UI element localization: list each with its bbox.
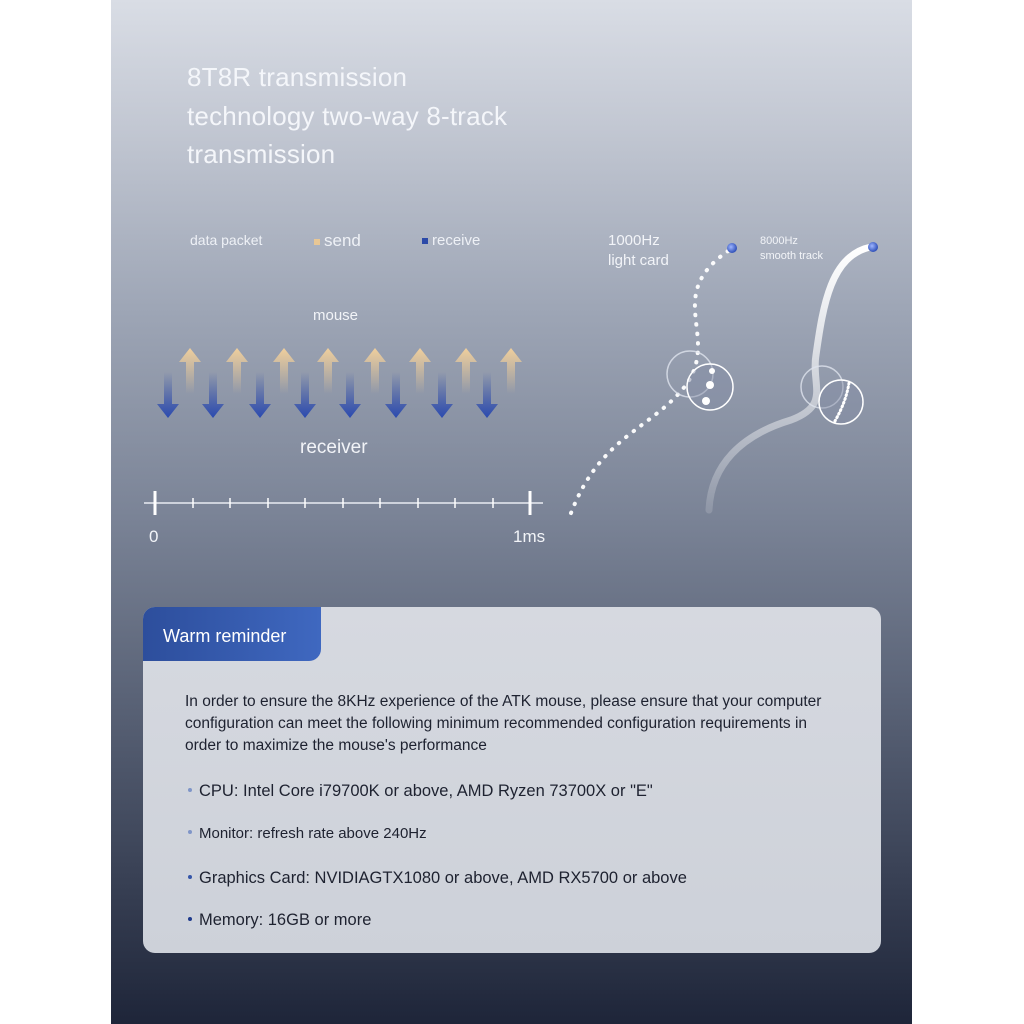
requirement-cpu-text: CPU: Intel Core i79700K or above, AMD Ryzen 73700X or "E" — [199, 782, 653, 800]
send-arrow-icon — [455, 348, 477, 394]
bullet-icon — [188, 830, 192, 834]
requirement-memory-text: Memory: 16GB or more — [199, 911, 372, 929]
left-track-label-line1: 1000Hz — [608, 232, 660, 249]
send-arrow-icon — [364, 348, 386, 394]
requirement-graphics — [188, 869, 687, 888]
requirement-graphics-text: Graphics Card: NVIDIAGTX1080 or above, AMD RX5700 or above — [199, 869, 687, 887]
receiver-label: receiver — [300, 437, 368, 458]
time-scale — [139, 488, 549, 518]
receive-arrow-icon — [249, 372, 271, 418]
bullet-icon — [188, 788, 192, 792]
track-illustration — [561, 235, 901, 525]
right-track-end-dot-icon — [868, 242, 878, 252]
legend-receive-label: receive — [432, 232, 481, 249]
requirement-monitor — [188, 825, 427, 842]
receive-arrow-icon — [157, 372, 179, 418]
send-swatch-icon — [314, 239, 320, 245]
scale-end-label: 1ms — [513, 527, 546, 546]
scale-start-label: 0 — [149, 527, 159, 546]
receive-arrow-icon — [202, 372, 224, 418]
receive-arrow-icon — [294, 372, 316, 418]
headline: 8T8R transmission technology two-way 8-track transmission — [187, 62, 508, 169]
requirement-monitor-text: Monitor: refresh rate above 240Hz — [199, 825, 427, 842]
requirement-memory — [188, 911, 371, 930]
arrows-diagram — [151, 340, 531, 430]
send-arrow-icon — [317, 348, 339, 394]
legend-send — [314, 231, 361, 251]
receive-arrow-icon — [476, 372, 498, 418]
receive-arrow-icon — [385, 372, 407, 418]
right-magnifier-lens-icon — [819, 380, 863, 424]
legend-send-label: send — [324, 231, 361, 250]
send-arrow-icon — [500, 348, 522, 394]
warm-reminder-card — [143, 607, 881, 953]
legend-title: data packet — [190, 232, 263, 248]
reminder-intro: In order to ensure the 8KHz experience of the ATK mouse, please ensure that your computer configuration can meet the following minimum recommended configuration requirements in order to maximize the mouse's performance — [185, 693, 822, 754]
right-track-label-line1: 8000Hz — [760, 235, 798, 247]
bullet-icon — [188, 917, 192, 921]
send-arrow-icon — [273, 348, 295, 394]
receive-arrow-icon — [339, 372, 361, 418]
requirement-cpu — [188, 782, 653, 801]
product-poster — [111, 0, 912, 1024]
left-track-label-line2: light card — [608, 252, 669, 269]
left-track-end-dot-icon — [727, 243, 737, 253]
send-arrow-icon — [226, 348, 248, 394]
right-track-label-line2: smooth track — [760, 250, 823, 262]
receive-swatch-icon — [422, 238, 428, 244]
legend-receive — [422, 232, 480, 249]
bullet-icon — [188, 875, 192, 879]
send-arrow-icon — [179, 348, 201, 394]
warm-reminder-tab: Warm reminder — [143, 607, 321, 661]
receive-arrow-icon — [431, 372, 453, 418]
smooth-track — [709, 247, 871, 510]
send-arrow-icon — [409, 348, 431, 394]
mouse-label: mouse — [313, 307, 359, 324]
